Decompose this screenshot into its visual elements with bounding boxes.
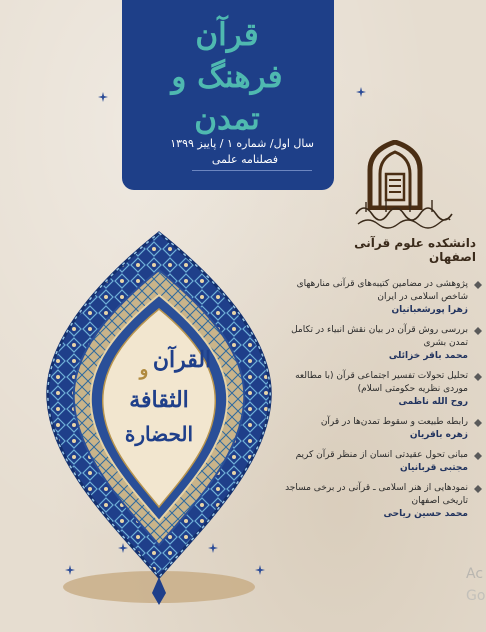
journal-title-line2: فرهنگ و تمدن — [171, 59, 283, 137]
diamond-bullet-icon — [474, 485, 482, 493]
panel-divider — [192, 170, 312, 171]
table-of-contents — [282, 278, 482, 528]
sparkle-icon — [356, 87, 366, 97]
article-author: محمد باقر خزائلی — [388, 351, 468, 361]
university-calligraphy-icon — [352, 196, 456, 230]
diamond-bullet-icon — [474, 281, 482, 289]
emblem-word-culture: الثقافة — [129, 387, 189, 413]
issue-info: سال اول/ شماره ۱ / پاییز ۱۳۹۹ — [170, 137, 314, 150]
ornamental-emblem — [34, 225, 284, 625]
university-name: دانشکده علوم قرآنی اصفهان — [354, 236, 476, 264]
journal-title — [134, 14, 320, 140]
article-title: تحلیل تحولات تفسیر اجتماعی قرآن (با مطالعه موردی نظریه حکومتی اسلام) — [295, 371, 468, 394]
watermark-line1: Ac — [466, 566, 484, 582]
toc-item — [282, 449, 482, 475]
diamond-bullet-icon — [474, 373, 482, 381]
article-title: نمودهایی از هنر اسلامی ـ قرآنی در برخی مساجد تاریخی اصفهان — [285, 483, 468, 506]
toc-item — [282, 370, 482, 409]
toc-item — [282, 324, 482, 363]
emblem-word-and: و — [139, 359, 149, 380]
emblem-word-quran: القرآن — [152, 347, 212, 373]
article-author: زهره باقریان — [409, 430, 468, 440]
title-panel — [122, 0, 334, 190]
article-author: روح الله ناظمی — [398, 397, 468, 407]
article-title: مبانی تحول عقیدتی انسان از منظر قرآن کریم — [295, 450, 468, 460]
article-author: زهرا پورشعبانیان — [391, 305, 468, 315]
article-author: محمد حسین ریاحی — [383, 509, 468, 519]
emblem-word-civilization: الحضارة — [124, 422, 194, 446]
diamond-bullet-icon — [474, 419, 482, 427]
article-title: پژوهشی در مضامین کتیبه‌های قرآنی منارههای شاخص اسلامی در ایران — [296, 279, 468, 302]
article-title: رابطه طبیعت و سقوط تمدن‌ها در قرآن — [320, 417, 468, 427]
toc-item — [282, 482, 482, 521]
toc-item — [282, 416, 482, 442]
article-title: بررسی روش قرآن در بیان نقش انبیاء در تکامل تمدن بشری — [291, 325, 468, 348]
diamond-bullet-icon — [474, 452, 482, 460]
journal-type: فصلنامه علمی — [211, 153, 278, 166]
journal-title-line1: قرآن — [195, 17, 259, 53]
article-author: مجتبی قربانیان — [399, 463, 468, 473]
sparkle-icon — [98, 92, 108, 102]
diamond-bullet-icon — [474, 327, 482, 335]
toc-item — [282, 278, 482, 317]
watermark-line2: Go — [466, 588, 486, 604]
